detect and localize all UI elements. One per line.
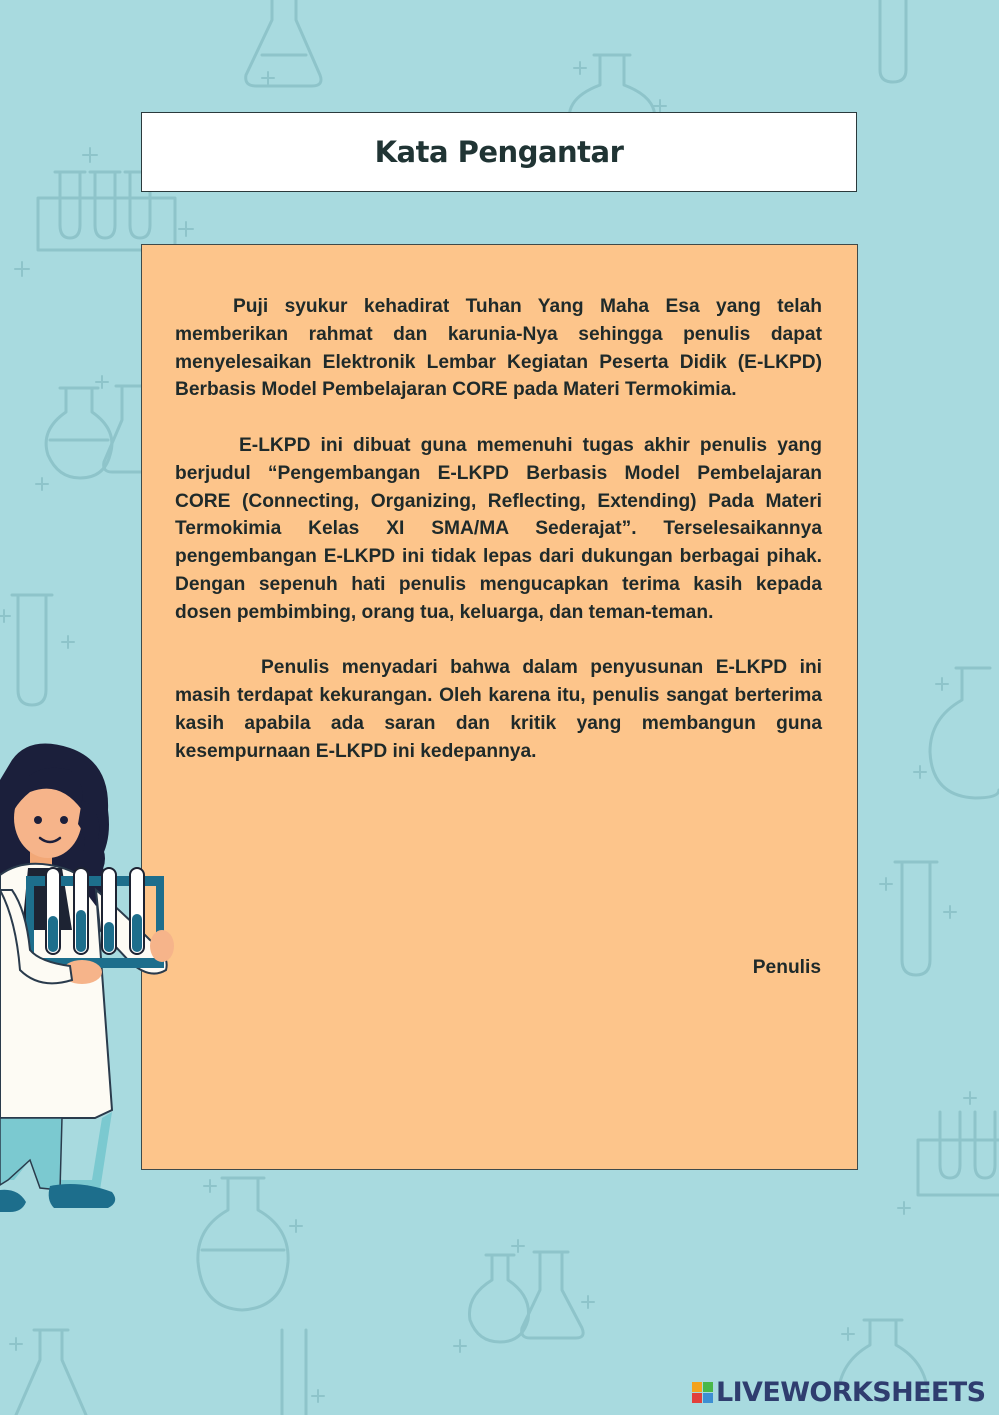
- brand-watermark: [692, 1375, 985, 1409]
- signature: Penulis: [752, 957, 821, 978]
- conical-flask-icon: [246, 0, 321, 86]
- test-tube-icon: [282, 1330, 306, 1415]
- paragraph-1: Puji syukur kehadirat Tuhan Yang Maha Esa yang telah memberikan rahmat dan karunia-Nya sehingga penulis dapat menyelesaikan Elektronik Lembar Kegiatan Peserta Didik (E-LKPD) Berbasis Model Pembelajaran CORE pada Materi Termokimia.: [175, 296, 822, 401]
- conical-flask-icon: [16, 1330, 86, 1415]
- round-flask-icon: [46, 388, 112, 478]
- round-flask-icon: [930, 668, 999, 798]
- test-tube-icon: [880, 0, 906, 82]
- conical-flask-icon: [522, 1252, 583, 1338]
- brand-name: LIVEWORKSHEETS: [716, 1376, 986, 1408]
- paragraph-3: Penulis menyadari bahwa dalam penyusunan E-LKPD ini masih terdapat kekurangan. Oleh karena itu, penulis sangat berterima kasih apabila ada saran dan kritik yang membangun guna kesempurnaan E-LKPD ini kedepannya.: [175, 657, 822, 762]
- content-box: [141, 244, 858, 1170]
- test-tube-icon: [12, 595, 52, 705]
- paragraph-2: E-LKPD ini dibuat guna memenuhi tugas akhir penulis yang berjudul “Pengembangan E-LKPD Berbasis Model Pembelajaran CORE (Connecting, Organizing, Reflecting, Extending) Pada Materi Termokimia Kelas XI SMA/MA Sederajat”. Terselesaikannya pengembangan E-LKPD ini tidak lepas dari dukungan berbagai pihak. Dengan sepenuh hati penulis mengucapkan terima kasih kepada dosen pembimbing, orang tua, keluarga, dan teman-teman.: [175, 434, 822, 623]
- test-tube-rack-icon: [918, 1112, 999, 1195]
- test-tube-icon: [895, 862, 937, 975]
- preface-text: [175, 293, 822, 793]
- scientist-with-test-tubes-icon: [0, 740, 185, 1230]
- liveworksheets-logo-icon: [692, 1382, 713, 1403]
- round-flask-icon: [469, 1255, 528, 1342]
- round-flask-icon: [198, 1178, 288, 1310]
- title-box: [141, 112, 857, 192]
- page-title: Kata Pengantar: [374, 135, 624, 169]
